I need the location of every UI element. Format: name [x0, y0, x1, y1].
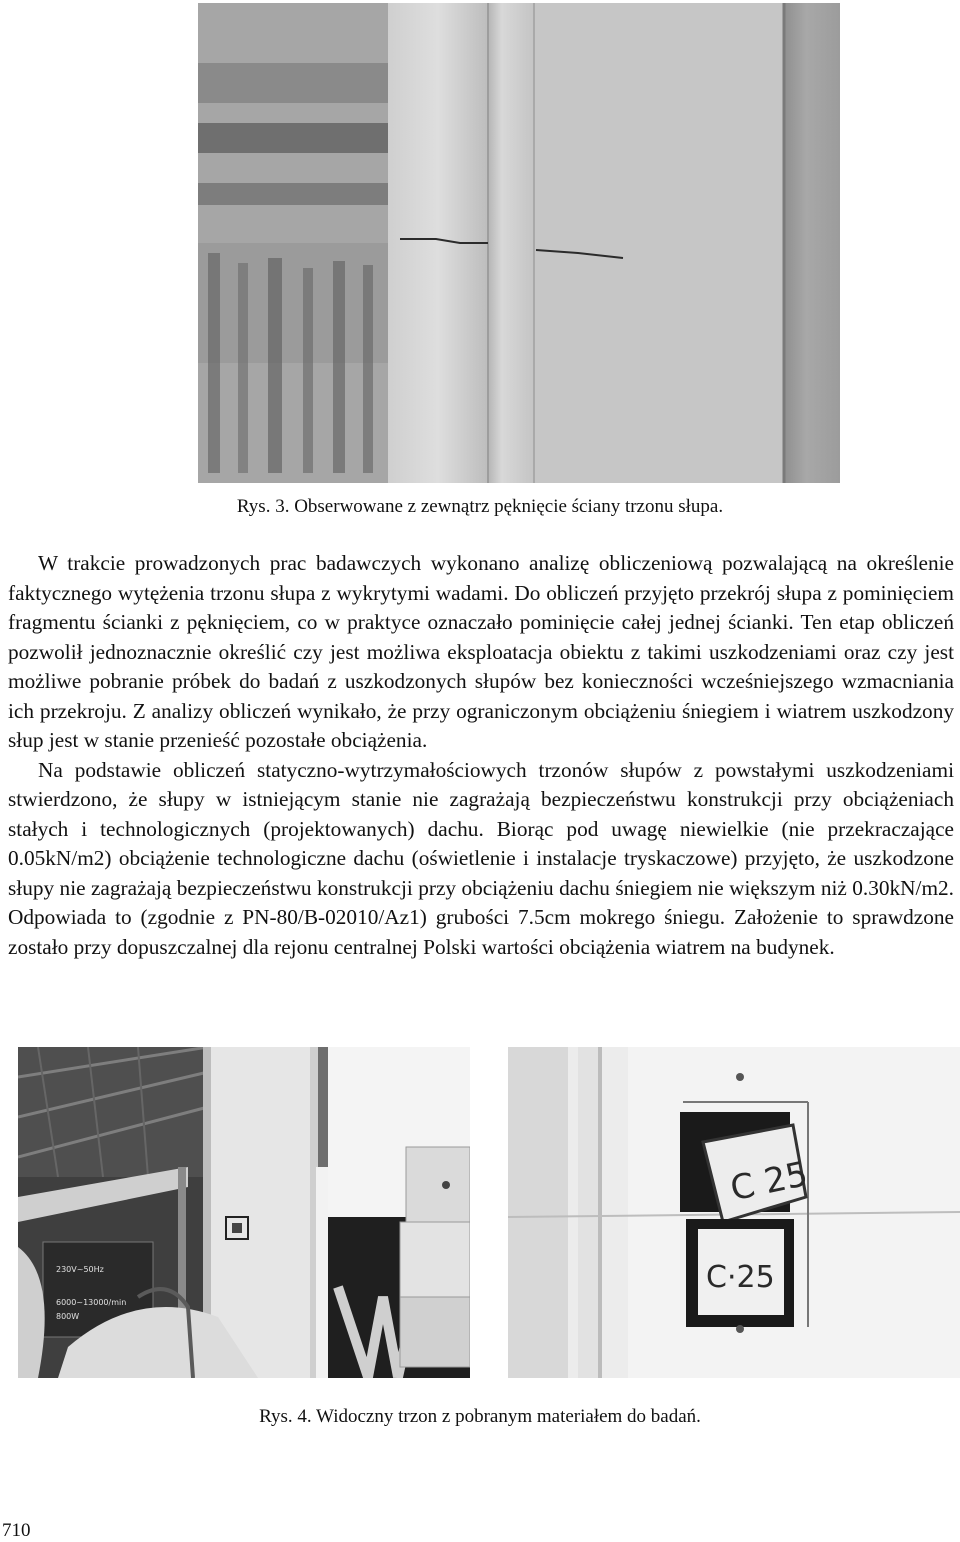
- sample-label-upper: C 25: [726, 1154, 812, 1210]
- paragraph-1: W trakcie prowadzonych prac badawczych wykonano analizę obliczeniową pozwalającą na określenie faktycznego wytężenia trzonu słupa z wykrytymi wadami. Do obliczeń przyjęto przekrój słupa z pominięciem fragmentu ścianki z pęknięciem, co w praktyce oznaczało pominięcie całej jednej ścianki. Ten etap obliczeń pozwolił jednoznacznie określić czy jest możliwa eksploatacja obiektu z takimi uszkodzeniami oraz czy jest możliwe pobranie próbek do badań z uszkodzonych słupów bez konieczności wcześniejszego wzmacniania ich przekroju. Z analizy obliczeń wynikało, że przy ograniczonym obciążeniu śniegiem i wiatrem uszkodzony słup jest w stanie przenieść pozostałe obciążenia.: [8, 551, 954, 752]
- box-label-voltage: 230V~50Hz: [56, 1265, 104, 1274]
- figure-4-right-photo: [508, 1047, 960, 1378]
- figure-4-caption: Rys. 4. Widoczny trzon z pobranym materiałem do badań.: [259, 1406, 701, 1427]
- box-label-power: 800W: [56, 1312, 80, 1321]
- figure-3-caption: Rys. 3. Obserwowane z zewnątrz pęknięcie ściany trzonu słupa.: [236, 496, 724, 517]
- sample-label-lower: C·25: [706, 1260, 775, 1295]
- page-number: 710: [2, 1520, 31, 1541]
- box-label-speed: 6000~13000/min: [56, 1298, 127, 1307]
- figure-3-photo: [198, 3, 840, 483]
- figure-4-left-photo: [18, 1047, 470, 1378]
- paragraph-2: Na podstawie obliczeń statyczno-wytrzymałościowych trzonów słupów z powstałymi uszkodzeniami stwierdzono, że słupy w istniejącym stanie nie zagrażają bezpieczeństwu konstrukcji przy obciążeniach stałych i technologicznych (projektowanych) dachu. Biorąc pod uwagę niewielkie (nie przekraczające 0.05kN/m2) obciążenie technologiczne dachu (oświetlenie i instalacje tryskaczowe) przyjęto, że uszkodzone słupy nie zagrażają bezpieczeństwu konstrukcji przy obciążeniu dachu śniegiem nie większym niż 0.30kN/m2. Odpowiada to (zgodnie z PN-80/B-02010/Az1) grubości 7.5cm mokrego śniegu. Założenie to sprawdzone zostało przy dopuszczalnej dla rejonu centralnej Polski wartości obciążenia wiatrem na budynek.: [8, 757, 954, 959]
- body-text: [8, 549, 954, 962]
